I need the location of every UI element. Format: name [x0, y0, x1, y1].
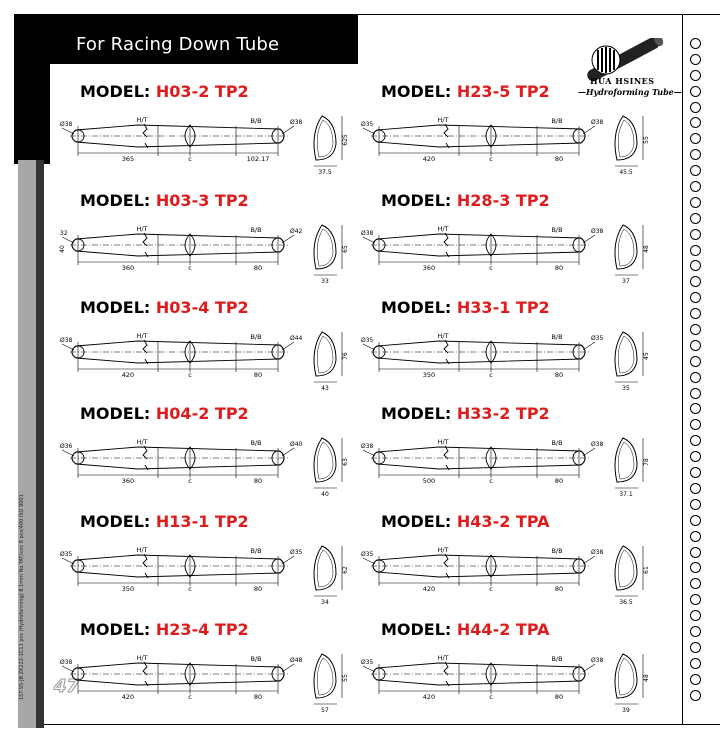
bb-label: B/B	[250, 226, 262, 234]
binder-ring	[690, 102, 701, 113]
dim-center: c	[188, 585, 192, 593]
dim-center: c	[489, 371, 493, 379]
break-mark	[145, 573, 148, 578]
break-mark	[444, 233, 448, 246]
model-label: MODEL:	[80, 404, 151, 423]
leader-left	[62, 344, 74, 350]
binder-ring	[690, 197, 701, 208]
binder-ring	[690, 642, 701, 653]
sec-width: 45.5	[619, 169, 633, 176]
bb-label: B/B	[250, 547, 262, 555]
break-mark	[143, 340, 147, 353]
sec-width: 57	[321, 707, 329, 714]
bb-label: B/B	[250, 333, 262, 341]
break-mark	[143, 233, 147, 246]
spine-strip-dark	[36, 160, 44, 728]
binder-ring	[690, 515, 701, 526]
dia-right: Ø35	[290, 549, 303, 556]
binder-ring	[690, 658, 701, 669]
dim-right: 80	[554, 477, 564, 485]
bb-label: B/B	[250, 117, 262, 125]
leader-right	[282, 556, 294, 564]
binder-ring	[690, 403, 701, 414]
leader-right	[282, 235, 294, 243]
leader-left	[363, 558, 375, 564]
model-label: MODEL:	[80, 191, 151, 210]
leader-right	[282, 342, 294, 350]
binder-ring	[690, 229, 701, 240]
break-mark	[143, 662, 147, 675]
leader-left	[62, 558, 74, 564]
leader-left	[363, 344, 375, 350]
binder-ring	[690, 245, 701, 256]
sec-height: 63	[342, 458, 349, 466]
tube-drawing	[58, 322, 358, 392]
dim-right: 80	[253, 371, 263, 379]
leader-right	[583, 126, 595, 134]
model-code: H23-5 TP2	[456, 82, 550, 101]
leader-left	[363, 237, 375, 243]
tube-drawing	[58, 215, 358, 285]
model-code: H23-4 TP2	[155, 620, 249, 639]
dim-center: c	[188, 477, 192, 485]
sec-height: 45	[643, 352, 650, 360]
binder-ring	[690, 213, 701, 224]
model-label: MODEL:	[381, 512, 452, 531]
dim-left: 350	[121, 585, 135, 593]
cross-section-inner	[317, 336, 333, 373]
sec-width: 39	[622, 707, 630, 714]
dia-left: Ø35	[361, 551, 374, 558]
sec-width: 33	[321, 278, 329, 285]
dia-right: Ø38	[591, 441, 604, 448]
binder-ring	[690, 483, 701, 494]
break-mark	[145, 252, 148, 257]
ht-label: H/T	[437, 654, 449, 662]
binder-ring	[690, 531, 701, 542]
dim-right: 80	[253, 585, 263, 593]
dia-right: Ø44	[290, 335, 303, 342]
break-mark	[444, 446, 448, 459]
dim-right: 80	[554, 264, 564, 272]
binder-ring	[690, 70, 701, 81]
dia-right: Ø35	[591, 335, 604, 342]
dim-center: c	[188, 371, 192, 379]
cross-section-inner	[317, 658, 333, 695]
binder-ring	[690, 499, 701, 510]
dia-left: Ø38	[60, 121, 73, 128]
binder-rings	[690, 38, 706, 705]
tube-drawing	[359, 106, 659, 176]
dia-right: Ø42	[290, 228, 303, 235]
leader-left	[363, 450, 375, 456]
break-mark	[444, 554, 448, 567]
model-title	[80, 404, 249, 423]
bb-label: B/B	[551, 547, 563, 555]
cross-section-inner	[618, 550, 634, 587]
binder-ring	[690, 276, 701, 287]
cross-section-inner	[618, 658, 634, 695]
bb-label: B/B	[551, 439, 563, 447]
dim-right: 80	[554, 585, 564, 593]
dim-right: 80	[253, 693, 263, 701]
binder-ring	[690, 372, 701, 383]
spine-text: 1ST-SS-JB ZK222-1C11 pcs (Hydroforming) 8.1mm No.TAT/xxx 8 pcs/400 ISO 9001	[19, 494, 25, 700]
dia-left: Ø35	[60, 551, 73, 558]
dia-left: Ø38	[361, 443, 374, 450]
page-number: 47	[54, 676, 80, 697]
model-code: H03-2 TP2	[155, 82, 249, 101]
binder-ring	[690, 181, 701, 192]
model-title	[381, 512, 549, 531]
binder-ring	[690, 451, 701, 462]
cross-section-inner	[618, 442, 634, 479]
sec-height: 65	[342, 245, 349, 253]
dim-left: 350	[422, 371, 436, 379]
break-mark	[446, 681, 449, 686]
cross-section-inner	[618, 229, 634, 266]
frame-bottom-line	[44, 724, 720, 725]
leader-right	[583, 664, 595, 672]
dim-left: 500	[422, 477, 436, 485]
model-code: H28-3 TP2	[456, 191, 550, 210]
model-title	[381, 298, 550, 317]
binder-ring	[690, 149, 701, 160]
dim-right: 102.17	[246, 155, 270, 163]
tube-drawing	[359, 428, 659, 498]
ht-label: H/T	[136, 116, 148, 124]
sec-width: 36.5	[619, 599, 633, 606]
leader-right	[583, 556, 595, 564]
model-code: H03-4 TP2	[155, 298, 249, 317]
binder-ring	[690, 340, 701, 351]
model-label: MODEL:	[80, 82, 151, 101]
cross-section-inner	[317, 229, 333, 266]
bb-label: B/B	[551, 117, 563, 125]
leader-right	[583, 342, 595, 350]
binder-ring	[690, 547, 701, 558]
model-label: MODEL:	[381, 82, 452, 101]
model-label: MODEL:	[80, 512, 151, 531]
dia-left: Ø38	[60, 337, 73, 344]
binder-ring	[690, 594, 701, 605]
sec-width: 37.5	[318, 169, 332, 176]
dia-right: Ø40	[290, 441, 303, 448]
tube-drawing	[359, 644, 659, 714]
model-label: MODEL:	[80, 298, 151, 317]
tube-drawing	[58, 106, 358, 176]
binder-ring	[690, 54, 701, 65]
tube-drawing	[359, 322, 659, 392]
leader-left	[363, 666, 375, 672]
model-code: H04-2 TP2	[155, 404, 249, 423]
dia-left: Ø35	[361, 659, 374, 666]
dim-right: 80	[253, 477, 263, 485]
binder-ring	[690, 626, 701, 637]
dim-center: c	[489, 477, 493, 485]
dia-right: Ø38	[591, 549, 604, 556]
dim-center: c	[489, 585, 493, 593]
model-title	[381, 620, 549, 639]
dim-left: 365	[121, 155, 135, 163]
binder-ring	[690, 165, 701, 176]
bb-label: B/B	[551, 226, 563, 234]
tube-drawing	[58, 536, 358, 606]
tube-drawing	[359, 215, 659, 285]
model-title	[80, 298, 249, 317]
dim-center: c	[188, 155, 192, 163]
page-title: For Racing Down Tube	[76, 34, 280, 55]
dia-right: Ø38	[591, 119, 604, 126]
binder-ring	[690, 324, 701, 335]
cross-section-inner	[317, 120, 333, 157]
model-label: MODEL:	[381, 404, 452, 423]
ht-label: H/T	[136, 654, 148, 662]
dim-left: 420	[422, 585, 436, 593]
binder-ring	[690, 308, 701, 319]
ht-label: H/T	[437, 225, 449, 233]
leader-right	[282, 664, 294, 672]
frame-right-line	[682, 14, 683, 724]
dia-left: Ø38	[60, 659, 73, 666]
binder-ring	[690, 260, 701, 271]
dia-right: Ø48	[290, 657, 303, 664]
dia-right: Ø38	[591, 228, 604, 235]
dia-right: Ø38	[591, 657, 604, 664]
dim-right: 80	[554, 693, 564, 701]
model-code: H03-3 TP2	[155, 191, 249, 210]
cross-section-inner	[618, 120, 634, 157]
break-mark	[143, 554, 147, 567]
break-mark	[143, 446, 147, 459]
leader-right	[282, 126, 294, 134]
leader-left	[62, 450, 74, 456]
sec-height: 62	[342, 566, 349, 574]
dim-center: c	[489, 155, 493, 163]
logo-subtitle: —Hydroforming Tube—	[578, 87, 682, 97]
ht-label: H/T	[136, 332, 148, 340]
tube-drawing	[58, 644, 358, 714]
model-title	[381, 82, 550, 101]
dim-left: 420	[121, 693, 135, 701]
dia-left: Ø35	[361, 337, 374, 344]
leader-left	[363, 128, 375, 134]
frame-top-line	[358, 14, 720, 15]
dim-right: 80	[554, 371, 564, 379]
model-label: MODEL:	[80, 620, 151, 639]
dim-right: 80	[253, 264, 263, 272]
break-mark	[145, 681, 148, 686]
dim-center: c	[188, 264, 192, 272]
leader-right	[282, 448, 294, 456]
ht-label: H/T	[437, 546, 449, 554]
break-mark	[446, 143, 449, 148]
model-code: H44-2 TPA	[456, 620, 550, 639]
binder-ring	[690, 562, 701, 573]
dim-center: c	[489, 693, 493, 701]
sec-height: 78	[643, 458, 650, 466]
bb-label: B/B	[250, 655, 262, 663]
binder-ring	[690, 117, 701, 128]
model-label: MODEL:	[381, 620, 452, 639]
dim-left: 360	[121, 264, 135, 272]
sec-height: 55	[643, 136, 650, 144]
binder-ring	[690, 610, 701, 621]
dim-left: 360	[121, 477, 135, 485]
binder-ring	[690, 388, 701, 399]
dim-center: c	[188, 693, 192, 701]
dim-extra: 40	[59, 245, 66, 253]
dia-left: 32	[60, 230, 68, 237]
sec-width: 35	[622, 385, 630, 392]
tube-drawing	[359, 536, 659, 606]
sec-width: 37.1	[619, 491, 633, 498]
dia-right: Ø38	[290, 119, 303, 126]
model-code: H33-2 TP2	[456, 404, 550, 423]
model-title	[80, 191, 249, 210]
model-title	[381, 191, 550, 210]
leader-right	[583, 235, 595, 243]
ht-label: H/T	[437, 332, 449, 340]
break-mark	[145, 143, 148, 148]
header-tab-side	[14, 64, 50, 164]
dia-left: Ø35	[361, 121, 374, 128]
binder-ring	[690, 435, 701, 446]
model-code: H33-1 TP2	[456, 298, 550, 317]
dim-left: 420	[422, 155, 436, 163]
sec-width: 37	[622, 278, 630, 285]
ht-label: H/T	[437, 438, 449, 446]
model-title	[80, 512, 249, 531]
break-mark	[444, 340, 448, 353]
ht-label: H/T	[136, 438, 148, 446]
model-title	[80, 82, 249, 101]
sec-height: 76	[342, 352, 349, 360]
break-mark	[444, 662, 448, 675]
leader-left	[62, 128, 74, 134]
binder-ring	[690, 292, 701, 303]
break-mark	[446, 573, 449, 578]
dim-left: 420	[121, 371, 135, 379]
binder-ring	[690, 674, 701, 685]
binder-ring	[690, 419, 701, 430]
dim-center: c	[489, 264, 493, 272]
logo-name: HUA HSINES	[590, 76, 655, 86]
ht-label: H/T	[136, 546, 148, 554]
model-title	[381, 404, 550, 423]
dim-right: 80	[554, 155, 564, 163]
dim-left: 360	[422, 264, 436, 272]
break-mark	[145, 359, 148, 364]
dia-left: Ø36	[60, 443, 73, 450]
model-label: MODEL:	[381, 298, 452, 317]
binder-ring	[690, 133, 701, 144]
break-mark	[145, 465, 148, 470]
model-title	[80, 620, 249, 639]
leader-right	[583, 448, 595, 456]
binder-ring	[690, 690, 701, 701]
model-code: H13-1 TP2	[155, 512, 249, 531]
break-mark	[444, 124, 448, 137]
sec-height: 48	[643, 674, 650, 682]
bb-label: B/B	[551, 655, 563, 663]
leader-left	[62, 237, 74, 243]
sec-height: 55	[342, 674, 349, 682]
tube-drawing	[58, 428, 358, 498]
sec-height: 61	[643, 566, 650, 574]
ht-label: H/T	[136, 225, 148, 233]
cross-section-inner	[317, 442, 333, 479]
break-mark	[446, 359, 449, 364]
cross-section-inner	[317, 550, 333, 587]
binder-ring	[690, 356, 701, 367]
break-mark	[446, 252, 449, 257]
dia-left: Ø38	[361, 230, 374, 237]
model-label: MODEL:	[381, 191, 452, 210]
sec-width: 34	[321, 599, 329, 606]
model-code: H43-2 TPA	[456, 512, 550, 531]
sec-height: 48	[643, 245, 650, 253]
binder-ring	[690, 578, 701, 589]
break-mark	[143, 124, 147, 137]
bb-label: B/B	[250, 439, 262, 447]
sec-width: 40	[321, 491, 329, 498]
break-mark	[446, 465, 449, 470]
binder-ring	[690, 467, 701, 478]
sec-height: 625	[342, 134, 349, 146]
binder-ring	[690, 38, 701, 49]
leader-left	[62, 666, 74, 672]
ht-label: H/T	[437, 116, 449, 124]
binder-ring	[690, 86, 701, 97]
dim-left: 420	[422, 693, 436, 701]
cross-section-inner	[618, 336, 634, 373]
bb-label: B/B	[551, 333, 563, 341]
sec-width: 43	[321, 385, 329, 392]
